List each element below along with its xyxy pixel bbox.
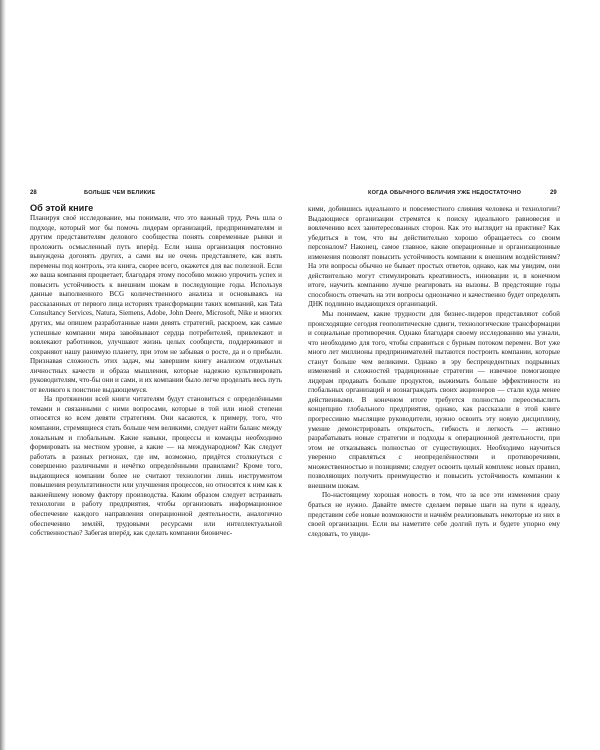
right-paragraph-1: кими, добившись идеального и повсеместного слияния человека и технологии? Выдающиеся организации стремятся к поиску идеального равновесия и вовлечению всех заинтересованных сторон. Как это выглядит на практике? Как убедиться в том, что вы действительно хорошо обращаетесь со своим персоналом? Наконец, самое главное, какие операционные и организационные изменения позволят повысить устойчивость компании к внешним воздействиям? На эти вопросы обычно не бывает простых ответов, однако, как мы увидим, они действительно могут стимулировать креативность, инновации и, в конечном итоге, научить компанию лучше реагировать на вызовы. В предстоящие годы способность отвечать на эти вопросы однозначно и качественно будет определять ДНК подлинно выдающихся организаций. bbox=[308, 205, 560, 309]
left-page-body bbox=[30, 203, 282, 539]
right-page-body bbox=[308, 205, 560, 539]
left-running-head: БОЛЬШЕ ЧЕМ ВЕЛИКИЕ bbox=[84, 190, 156, 196]
left-paragraph-2: На протяжении всей книги читателям будут становиться с определёнными темами и связанными с ними вопросами, которые в той или иной степени относятся ко всем девяти стратегиям. Они касаются, к примеру, того, что компании, стремящиеся стать больше чем великими, следует найти баланс между локальным и глобальным. Какие навыки, процессы и команды необходимо формировать на местном уровне, а какие — на международном? Как следует работать в разных регионах, где им, возможно, придётся столкнуться с совершенно различными и нечётко определёнными правилами? Кроме того, выдающиеся компании более не считают технологии лишь инструментом повышения результативности или улучшения процессов, но относятся к ним как к важнейшему новому фактору производства. Каким образом следует встраивать технологии в работу предприятия, чтобы организовать информационное обеспечение каждого направления операционной деятельности, аналогично обеспечению землёй, трудовыми ресурсами или интеллектуальной собственностью? Забегая вперёд, как сделать компании бионичес- bbox=[30, 395, 282, 538]
section-heading: Об этой книге bbox=[30, 203, 94, 213]
left-page-number: 28 bbox=[30, 190, 37, 196]
book-spine-shadow bbox=[0, 0, 6, 750]
right-page-number: 29 bbox=[550, 190, 557, 196]
right-paragraph-2: Мы понимаем, какие трудности для бизнес-лидеров представляют собой происходящие сегодня геополитические сдвиги, технологические трансформации и социальные противоречия. Однако благодаря своему исследованию мы узнали, что необходимо для того, чтобы справиться с бурным потоком перемен. Вот уже много лет миллионы предпринимателей пытаются построить компании, которые станут больше чем великими. Однако в эру беспрецедентных подрывных изменений и сложностей традиционные стратегии — извечное помогающее лидерам продавать больше продуктов, выжимать больше эффективности из глобальных организаций и вознаграждать своих акционеров — стали куда менее действенными. В конечном итоге требуется полностью переосмыслить концепцию глобального предприятия, однако, как рассказали в этой книге прогрессивно мыслящие руководители, нужно освоить эту новую дисциплину, умение демонстрировать открытость, гибкость и легкость — активно разрабатывать новые стратегии и подходы к операционной деятельности, при этом не отказываясь полностью от существующих. Необходимо научиться уверенно справляться с неопределённостями и противоречиями, множественностью и позициями; следует освоить целый комплекс новых правил, позволяющих получить преимущество и повысить устойчивость компании к внешним шокам. bbox=[308, 310, 560, 490]
right-paragraph-3: По-настоящему хорошая новость в том, что за все эти изменения сразу браться не нужно. Давайте вместе сделаем первые шаги на пути к идеалу, представим себе новые возможности и начнём реализовывать некоторые из них в своей организации. Если вы наметите себе долгий путь и будете упорно ему следовать, то увиди- bbox=[308, 491, 560, 538]
left-paragraph-1: Планируя своё исследование, мы понимали, что это важный труд. Речь шла о подходе, который мог бы помочь лидерам организаций, предпринимателям и другим представителям делового сообщества понять современные рынки и проложить осмысленный путь вперёд. Если наша организация постоянно вынуждена догонять других, а сами вы не очень представляете, как взять перемены под контроль, эта книга, скорее всего, окажется для вас полезной. Если же ваша компания процветает, благодаря этому пособию можно упрочить успех и повысить устойчивость к внешним шокам в последующие годы. Используя данные выполненного BCG количественного анализа и основываясь на рассказанных от первого лица историях трансформации таких компаний, как Tata Consultancy Services, Natura, Siemens, Adobe, John Deere, Microsoft, Nike и многих других, мы опишем разработанные нами девять стратегий, раскроем, как самые успешные компании мира завоёвывают сердца потребителей, привлекают и вовлекают работников, улучшают жизнь целых сообществ, поддерживают и сохраняют нашу ранимую планету, при этом не забывая о росте, да и о прибыли. Признавая сложность этих задач, мы завершим книгу анализом отдельных личностных качеств и образа мышления, которые надежно культивировать руководителям, что-бы они и сами, и их компании было легче проделать весь путь от великого к поистине выдающемуся. bbox=[30, 214, 282, 394]
right-running-head: КОГДА ОБЫЧНОГО ВЕЛИЧИЯ УЖЕ НЕДОСТАТОЧНО bbox=[368, 190, 522, 196]
